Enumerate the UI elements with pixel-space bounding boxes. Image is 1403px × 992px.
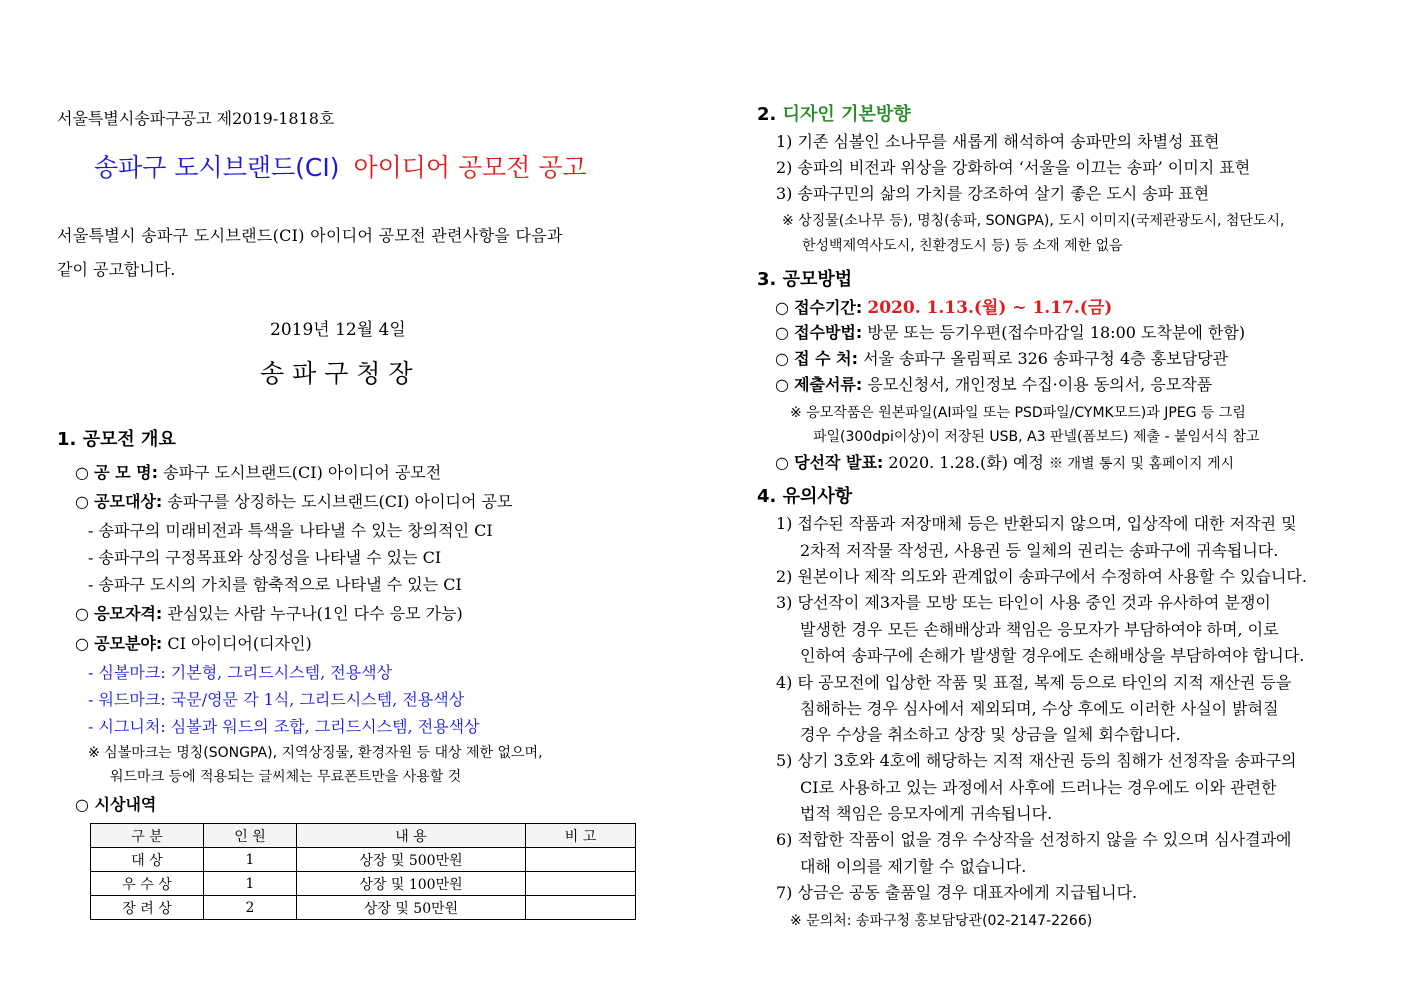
winner-value: 2020. 1.28.(화) 예정 <box>888 453 1044 472</box>
table-cell <box>526 848 636 872</box>
table-header: 구 분 <box>91 824 204 848</box>
target-sub-3: - 송파구 도시의 가치를 함축적으로 나타낼 수 있는 CI <box>88 575 462 594</box>
table-header: 인 원 <box>204 824 297 848</box>
bullet: ○ <box>75 463 89 482</box>
table-cell: 장 려 상 <box>91 896 204 920</box>
section2-heading-text: 디자인 기본방향 <box>782 104 911 125</box>
place-row <box>775 346 1228 369</box>
eligibility-label: 응모자격: <box>94 604 163 623</box>
caution-line: 2차적 저작물 작성권, 사용권 등 일체의 권리는 송파구에 귀속됩니다. <box>800 541 1279 560</box>
docs-row <box>775 372 1212 395</box>
category-value: CI 아이디어(디자인) <box>167 634 312 653</box>
period-label: 접수기간: <box>794 298 863 317</box>
bullet: ○ <box>75 492 89 511</box>
category-note-line2: 워드마크 등에 적용되는 글씨체는 무료폰트만을 사용할 것 <box>110 769 462 785</box>
title-part1: 송파구 도시브랜드(CI) <box>94 153 340 182</box>
winner-row <box>775 450 1234 473</box>
section2-heading-num: 2. <box>757 104 777 125</box>
design-note-line2: 한성백제역사도시, 친환경도시 등) 등 소재 제한 없음 <box>802 238 1123 254</box>
table-cell: 상장 및 50만원 <box>297 896 526 920</box>
place-label: 접 수 처: <box>794 349 858 368</box>
category-sub-3: - 시그니처: 심볼과 워드의 조합, 그리드시스템, 전용색상 <box>88 717 480 736</box>
table-cell <box>526 896 636 920</box>
table-cell: 상장 및 500만원 <box>297 848 526 872</box>
category-row <box>75 631 312 654</box>
caution-line: 법적 책임은 응모자에게 귀속됩니다. <box>800 804 1053 823</box>
bullet: ○ <box>775 323 789 342</box>
table-header: 내 용 <box>297 824 526 848</box>
issuer: 송 파 구 청 장 <box>260 359 413 388</box>
period-row <box>775 293 1112 318</box>
caution-line: 6) 적합한 작품이 없을 경우 수상작을 선정하지 않을 수 있으며 심사결과에 <box>776 830 1292 849</box>
awards-table <box>90 823 636 920</box>
design-note-line1: ※ 상징물(소나무 등), 명칭(송파, SONGPA), 도시 이미지(국제관광도시, 첨단도시, <box>782 213 1285 229</box>
method-row <box>775 320 1245 343</box>
category-sub-2: - 워드마크: 국문/영문 각 1식, 그리드시스템, 전용색상 <box>88 690 465 709</box>
design-item-2: 2) 송파의 비전과 위상을 강화하여 ‘서울을 이끄는 송파’ 이미지 표현 <box>776 158 1251 177</box>
eligibility-row <box>75 601 463 624</box>
table-cell: 1 <box>204 848 297 872</box>
caution-line: 7) 상금은 공동 출품일 경우 대표자에게 지급됩니다. <box>776 883 1138 902</box>
section3-heading: 3. 공모방법 <box>757 269 853 290</box>
category-note-line1: ※ 심볼마크는 명칭(SONGPA), 지역상징물, 환경자원 등 대상 제한 없으며, <box>88 745 543 761</box>
intro-line2: 같이 공고합니다. <box>57 260 176 279</box>
table-cell: 2 <box>204 896 297 920</box>
caution-line: 경우 수상을 취소하고 상장 및 상금을 일체 회수합니다. <box>800 725 1181 744</box>
category-label: 공모분야: <box>94 634 163 653</box>
winner-label: 당선작 발표: <box>794 453 884 472</box>
caution-line: 대해 이의를 제기할 수 없습니다. <box>800 857 1027 876</box>
caution-line: 4) 타 공모전에 입상한 작품 및 표절, 복제 등으로 타인의 지적 재산권 등을 <box>776 673 1292 692</box>
contest-target-value: 송파구를 상징하는 도시브랜드(CI) 아이디어 공모 <box>167 492 513 511</box>
title-part2: 아이디어 공모전 공고 <box>353 153 587 182</box>
bullet: ○ <box>775 375 789 394</box>
table-header: 비 고 <box>526 824 636 848</box>
caution-line: 침해하는 경우 심사에서 제외되며, 수상 후에도 이러한 사실이 밝혀질 <box>800 699 1279 718</box>
docs-note-line1: ※ 응모작품은 원본파일(AI파일 또는 PSD파일/CYMK모드)과 JPEG 등 그림 <box>790 405 1246 421</box>
period-value: 2020. 1.13.(월) ~ 1.17.(금) <box>867 298 1113 318</box>
target-sub-2: - 송파구의 구정목표와 상징성을 나타낼 수 있는 CI <box>88 548 442 567</box>
eligibility-value: 관심있는 사람 누구나(1인 다수 응모 가능) <box>167 604 463 623</box>
contest-name-row <box>75 460 441 483</box>
contest-name-label: 공 모 명: <box>94 463 158 482</box>
caution-line: 3) 당선작이 제3자를 모방 또는 타인이 사용 중인 것과 유사하여 분쟁이 <box>776 593 1271 612</box>
contact-info: ※ 문의처: 송파구청 홍보담당관(02-2147-2266) <box>790 913 1093 929</box>
table-cell: 1 <box>204 872 297 896</box>
page-title <box>94 148 587 184</box>
contest-name-value: 송파구 도시브랜드(CI) 아이디어 공모전 <box>163 463 442 482</box>
table-row <box>91 872 636 896</box>
section2-heading <box>757 100 911 126</box>
contest-target-row <box>75 489 512 512</box>
design-item-1: 1) 기존 심볼인 소나무를 새롭게 해석하여 송파만의 차별성 표현 <box>776 132 1220 151</box>
bullet: ○ <box>775 453 789 472</box>
bullet: ○ <box>775 349 789 368</box>
table-row <box>91 896 636 920</box>
category-sub-1: - 심볼마크: 기본형, 그리드시스템, 전용색상 <box>88 663 393 682</box>
table-cell: 대 상 <box>91 848 204 872</box>
caution-line: 1) 접수된 작품과 저장매체 등은 반환되지 않으며, 입상작에 대한 저작권 및 <box>776 514 1297 533</box>
method-value: 방문 또는 등기우편(접수마감일 18:00 도착분에 한함) <box>867 323 1246 342</box>
section1-heading: 1. 공모전 개요 <box>57 429 176 450</box>
table-row <box>91 848 636 872</box>
bullet: ○ <box>75 604 89 623</box>
intro-line1: 서울특별시 송파구 도시브랜드(CI) 아이디어 공모전 관련사항을 다음과 <box>57 226 563 245</box>
winner-note: ※ 개별 통지 및 홈페이지 게시 <box>1049 456 1235 472</box>
caution-line: 2) 원본이나 제작 의도와 관계없이 송파구에서 수정하여 사용할 수 있습니다. <box>776 567 1307 586</box>
table-header-row <box>91 824 636 848</box>
docs-label: 제출서류: <box>794 375 863 394</box>
docs-value: 응모신청서, 개인정보 수집·이용 동의서, 응모작품 <box>867 375 1213 394</box>
docs-note-line2: 파일(300dpi이상)이 저장된 USB, A3 판넬(폼보드) 제출 - 붙임서식 참고 <box>813 429 1260 445</box>
caution-line: 발생한 경우 모든 손해배상과 책임은 응모자가 부담하여야 하며, 이로 <box>800 620 1279 639</box>
caution-line: 인하여 송파구에 손해가 발생할 경우에도 손해배상을 부담하여야 합니다. <box>800 646 1305 665</box>
notice-number: 서울특별시송파구공고 제2019-1818호 <box>57 109 335 128</box>
contest-target-label: 공모대상: <box>94 492 163 511</box>
design-item-3: 3) 송파구민의 삶의 가치를 강조하여 살기 좋은 도시 송파 표현 <box>776 184 1210 203</box>
awards-label: ○ 시상내역 <box>75 795 157 814</box>
method-label: 접수방법: <box>794 323 863 342</box>
table-cell <box>526 872 636 896</box>
bullet: ○ <box>75 634 89 653</box>
notice-date: 2019년 12월 4일 <box>270 320 406 340</box>
target-sub-1: - 송파구의 미래비전과 특색을 나타낼 수 있는 창의적인 CI <box>88 521 493 540</box>
bullet: ○ <box>775 298 789 317</box>
place-value: 서울 송파구 올림픽로 326 송파구청 4층 홍보담당관 <box>863 349 1228 368</box>
table-cell: 우 수 상 <box>91 872 204 896</box>
section4-heading: 4. 유의사항 <box>757 486 853 507</box>
table-cell: 상장 및 100만원 <box>297 872 526 896</box>
caution-line: CI로 사용하고 있는 과정에서 사후에 드러나는 경우에도 이와 관련한 <box>800 778 1277 797</box>
caution-line: 5) 상기 3호와 4호에 해당하는 지적 재산권 등의 침해가 선정작을 송파구의 <box>776 751 1297 770</box>
